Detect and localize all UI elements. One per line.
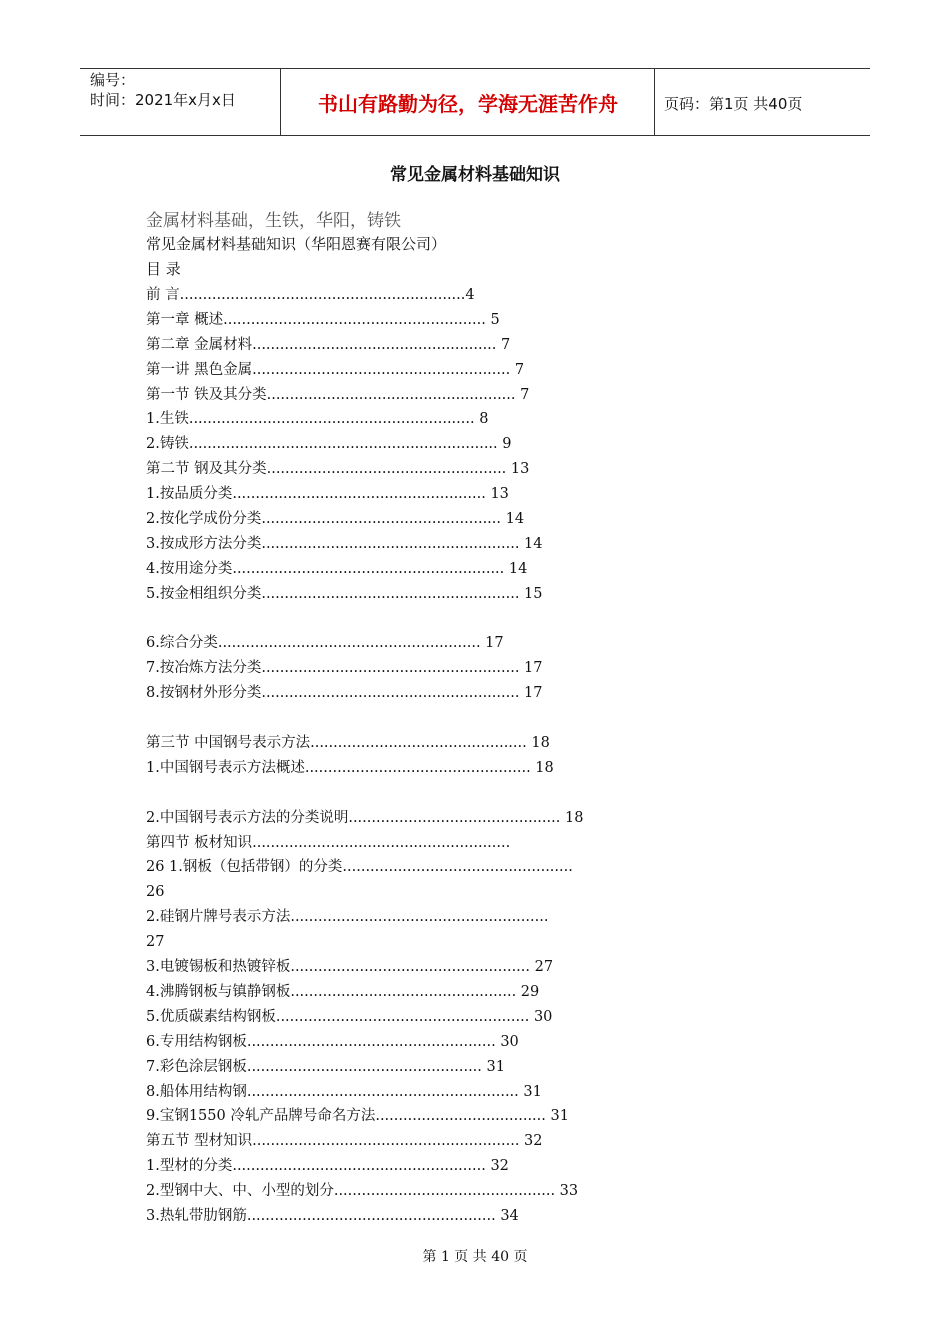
toc-entry[interactable]: 第五节 型材知识.......................................................... 32 <box>146 1133 543 1150</box>
toc-entry[interactable]: 2.硅钢片牌号表示方法........................................................ <box>146 909 549 926</box>
toc-entry[interactable]: 1.型材的分类....................................................... 32 <box>146 1158 509 1175</box>
toc-entry[interactable]: 第四节 板材知识........................................................ <box>146 834 511 851</box>
toc-entry[interactable]: 3.电镀锡板和热镀锌板.................................................... 27 <box>146 959 554 976</box>
toc-entry[interactable]: 27 <box>146 934 165 951</box>
toc-entry[interactable]: 8.船体用结构钢........................................................... 31 <box>146 1083 542 1100</box>
toc-entry[interactable]: 2.铸铁................................................................... 9 <box>146 436 512 453</box>
toc-entry[interactable]: 2.型钢中大、中、小型的划分................................................ 33 <box>146 1183 579 1200</box>
toc-entry[interactable]: 4.沸腾钢板与镇静钢板................................................. 29 <box>146 983 540 1000</box>
toc-entry[interactable]: 3.按成形方法分类........................................................ 14 <box>146 535 543 552</box>
toc-entry[interactable]: 第二节 钢及其分类.................................................... 13 <box>146 461 530 478</box>
header-divider-right <box>654 68 655 135</box>
toc-entry[interactable]: 第一章 概述......................................................... 5 <box>146 311 500 328</box>
toc-entry[interactable]: 9.宝钢1550 冷轧产品牌号命名方法..................................... 31 <box>146 1108 569 1125</box>
number-label: 编号： <box>90 71 136 89</box>
toc-entry[interactable]: 第一节 铁及其分类...................................................... 7 <box>146 386 530 403</box>
toc-spacer <box>146 781 826 806</box>
header-divider-left <box>280 68 281 135</box>
toc-entry[interactable]: 第二章 金属材料..................................................... 7 <box>146 336 511 353</box>
toc-entry[interactable]: 8.按钢材外形分类........................................................ 17 <box>146 685 543 702</box>
toc-entry[interactable]: 6.综合分类......................................................... 17 <box>146 635 504 652</box>
toc-entry[interactable]: 第一讲 黑色金属........................................................ 7 <box>146 361 525 378</box>
page-footer: 第 1 页 共 40 页 <box>422 1249 528 1265</box>
toc-entry[interactable]: 26 1.钢板（包括带钢）的分类.................................................. <box>146 859 573 876</box>
toc-entry[interactable]: 1.按品质分类....................................................... 13 <box>146 486 509 503</box>
header-page-info: 页码：第1页 共40页 <box>664 95 803 113</box>
header-top-rule <box>80 68 870 69</box>
header-bottom-rule <box>80 135 870 136</box>
header-meta <box>90 70 236 110</box>
header-motto: 书山有路勤为径，学海无涯苦作舟 <box>318 92 618 116</box>
toc-entry[interactable]: 1.中国钢号表示方法概述................................................. 18 <box>146 759 554 776</box>
document-title: 常见金属材料基础知识 <box>390 165 560 185</box>
toc-entry[interactable]: 2.中国钢号表示方法的分类说明.............................................. 18 <box>146 809 584 826</box>
document-subtitle: 常见金属材料基础知识（华阳恩赛有限公司） <box>146 235 447 253</box>
toc-entry[interactable]: 第三节 中国钢号表示方法............................................... 18 <box>146 735 550 752</box>
keyword-tags: 金属材料基础，生铁，华阳，铸铁 <box>146 211 401 231</box>
toc-spacer <box>146 706 826 731</box>
toc-entry[interactable]: 7.按冶炼方法分类........................................................ 17 <box>146 660 543 677</box>
toc-entry[interactable]: 4.按用途分类........................................................... 14 <box>146 560 528 577</box>
toc-entry[interactable]: 1.生铁.............................................................. 8 <box>146 411 489 428</box>
date-label: 时间：2021年x月x日 <box>90 91 236 109</box>
toc-entry[interactable]: 2.按化学成份分类.................................................... 14 <box>146 511 525 528</box>
table-of-contents <box>146 283 826 1229</box>
toc-entry[interactable]: 7.彩色涂层钢板................................................... 31 <box>146 1058 505 1075</box>
toc-entry[interactable]: 6.专用结构钢板...................................................... 30 <box>146 1033 519 1050</box>
toc-entry[interactable]: 前 言..............................................................4 <box>146 287 475 303</box>
toc-entry[interactable]: 3.热轧带肋钢筋...................................................... 34 <box>146 1207 519 1224</box>
toc-entry[interactable]: 26 <box>146 884 165 901</box>
toc-entry[interactable]: 5.优质碳素结构钢板....................................................... 30 <box>146 1008 553 1025</box>
toc-entry[interactable]: 5.按金相组织分类........................................................ 15 <box>146 585 543 602</box>
toc-heading: 目 录 <box>146 260 181 278</box>
toc-spacer <box>146 607 826 632</box>
